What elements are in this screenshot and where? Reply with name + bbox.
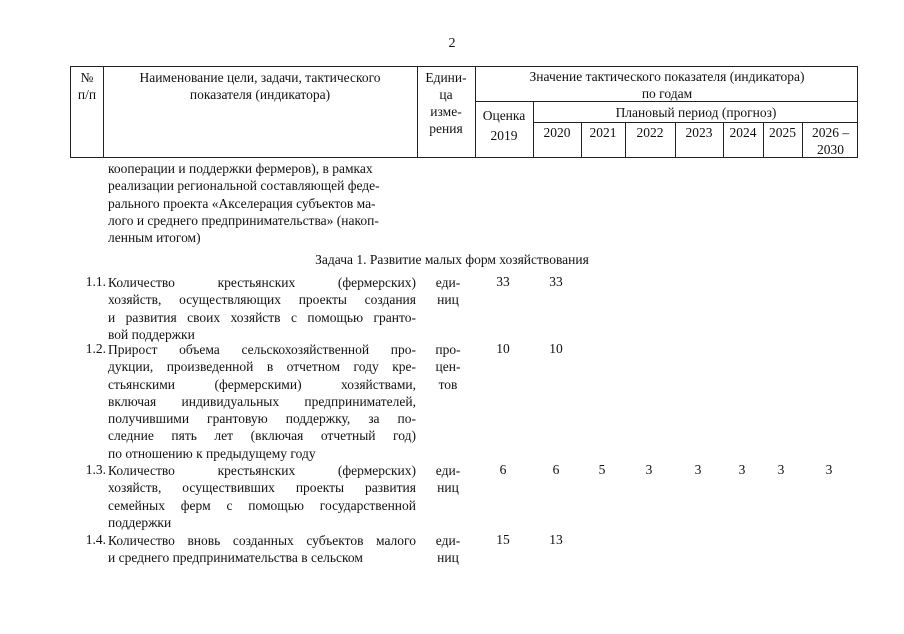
indicator-value: 5 <box>598 462 606 477</box>
indicator-value: 6 <box>499 462 507 477</box>
indicator-value: 33 <box>496 274 510 289</box>
indicator-value: 3 <box>738 462 746 477</box>
task-title: Задача 1. Развитие малых форм хозяйствования <box>315 252 589 267</box>
indicator-name: Количество вновь созданных субъектов малого и среднего предпринимательства в сельском <box>108 533 416 566</box>
page-number: 2 <box>448 36 456 51</box>
unit-of-measure: еди- ниц <box>435 463 461 496</box>
unit-of-measure: еди- ниц <box>435 533 461 566</box>
header-year: 2020 <box>543 125 571 140</box>
table-header <box>70 66 858 158</box>
row-number: 1.2. <box>85 341 106 356</box>
indicator-value: 6 <box>552 462 560 477</box>
indicator-value: 33 <box>549 274 563 289</box>
indicator-value: 3 <box>645 462 653 477</box>
header-year: 2022 <box>636 125 664 140</box>
row-number: 1.1. <box>85 274 106 289</box>
indicator-value: 13 <box>549 532 563 547</box>
continuation-text: кооперации и поддержки фермеров), в рамках реализации региональной составляющей феде- рального проекта «Акселерация субъектов ма- лого и среднего предпринимательства» (накоп- ленным итогом) <box>108 161 380 246</box>
indicator-value: 3 <box>825 462 833 477</box>
indicator-value: 3 <box>777 462 785 477</box>
indicator-name: Количество крестьянских (фермерских) хозяйств, осуществивших проекты развития семейных ферм с помощью государственной поддержки <box>108 463 416 530</box>
unit-of-measure: про- цен- тов <box>435 342 461 392</box>
indicator-value: 15 <box>496 532 510 547</box>
indicator-value: 10 <box>549 341 563 356</box>
row-number: 1.4. <box>85 532 106 547</box>
row-number: 1.3. <box>85 462 106 477</box>
header-col-unit: Едини- ца изме- рения <box>425 70 467 136</box>
unit-of-measure: еди- ниц <box>435 275 461 308</box>
header-col-name: Наименование цели, задачи, тактического показателя (индикатора) <box>139 70 381 102</box>
indicator-value: 10 <box>496 341 510 356</box>
header-plan-period: Плановый период (прогноз) <box>615 105 777 120</box>
header-year: 2025 <box>769 125 796 140</box>
header-estimate: Оценка 2019 <box>482 108 526 143</box>
header-year: 2024 <box>729 125 757 140</box>
header-col-values: Значение тактического показателя (индикатора) по годам <box>529 69 805 101</box>
header-year: 2023 <box>685 125 713 140</box>
indicator-name: Количество крестьянских (фермерских) хозяйств, осуществляющих проекты создания и развития своих хозяйств с помощью гранто- вой поддержки <box>108 275 416 342</box>
indicator-value: 3 <box>694 462 702 477</box>
indicator-name: Прирост объема сельскохозяйственной про- дукции, произведенной в отчетном году кре- стьянскими (фермерскими) хозяйствами, включая индивидуальных предпринимателей, получившими грантовую поддержку, за по- следние пять лет (включая отчетный год) по отношению к предыдущему году <box>108 342 416 461</box>
header-year: 2021 <box>589 125 617 140</box>
divider <box>533 122 857 123</box>
header-col-no: № п/п <box>77 70 97 102</box>
header-year: 2026 – 2030 <box>811 125 850 157</box>
